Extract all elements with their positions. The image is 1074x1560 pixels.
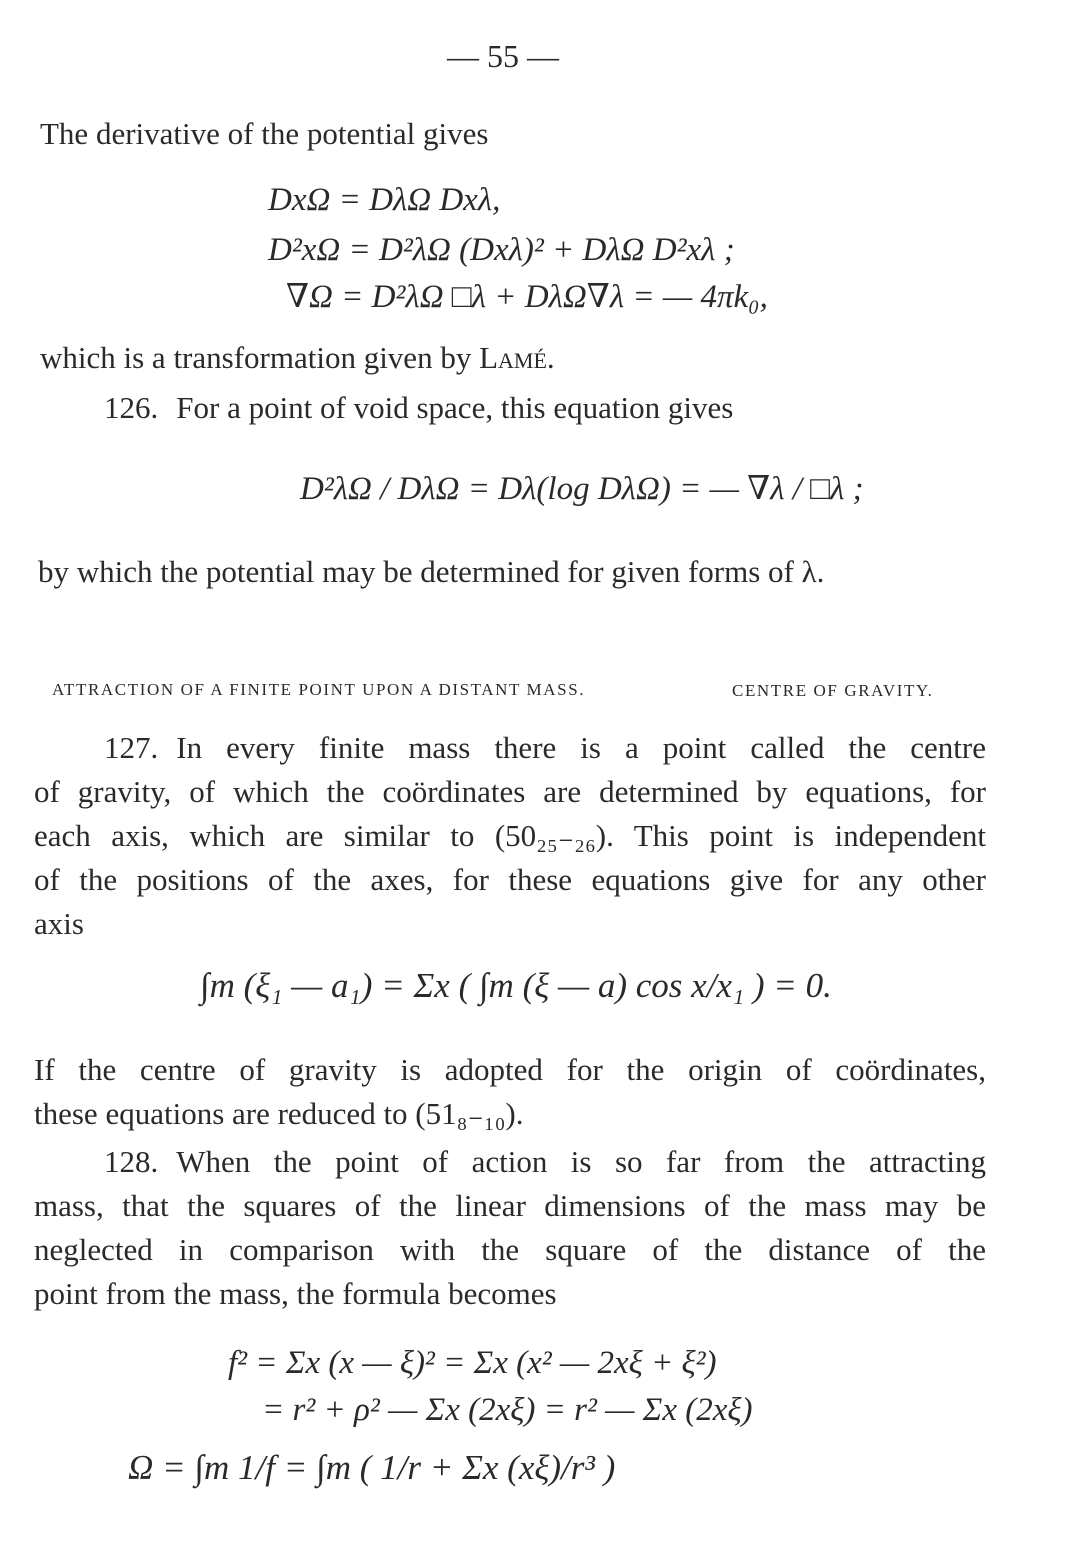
equation-128-line-1: f² = Σx (x — ξ)² = Σx (x² — 2xξ + ξ²) xyxy=(228,1345,717,1381)
paragraph-128-line-2: mass, that the squares of the linear dimensions of the mass may be xyxy=(34,1188,986,1223)
paragraph-127-line-2: of gravity, of which the coördinates are determined by equations, for xyxy=(34,774,986,809)
section-heading-left: ATTRACTION OF A FINITE POINT UPON A DISTANT MASS. xyxy=(52,680,586,699)
section-heading-right: CENTRE OF GRAVITY. xyxy=(732,681,934,700)
after-127-line-1: If the centre of gravity is adopted for the origin of coördinates, xyxy=(34,1052,986,1087)
paragraph-128-line-4: point from the mass, the formula becomes xyxy=(34,1276,557,1311)
paragraph-127-line-5: axis xyxy=(34,906,84,941)
after-127-line-2: these equations are reduced to (51₈₋₁₀). xyxy=(34,1096,524,1131)
paragraph-127 xyxy=(34,726,986,946)
paragraph-128-line-1 xyxy=(34,1140,986,1184)
author-name: Lamé. xyxy=(479,340,555,375)
intro-line: The derivative of the potential gives xyxy=(40,116,489,151)
equation-128-line-3: Ω = ∫m 1/f = ∫m ( 1/r + Σx (xξ)/r³ ) xyxy=(128,1448,616,1487)
paragraph-127-line-1 xyxy=(34,726,986,770)
equation-126: D²λΩ / DλΩ = Dλ(log DλΩ) = — ∇λ / □λ ; xyxy=(300,471,864,507)
lame-line-text: which is a transformation given by xyxy=(40,340,480,375)
paragraph-127-line-4: of the positions of the axes, for these equations give for any other xyxy=(34,862,986,897)
page-number: — 55 — xyxy=(447,38,559,74)
paragraph-text: In every finite mass there is a point called the centre xyxy=(176,730,986,765)
paragraph-number: 128. xyxy=(104,1144,159,1179)
equation-127: ∫m (ξ₁ — a₁) = Σx ( ∫m (ξ — a) cos x/x₁ ) = 0. xyxy=(200,966,832,1005)
equation-128-line-2: = r² + ρ² — Σx (2xξ) = r² — Σx (2xξ) xyxy=(262,1392,753,1428)
equation-line-1: DxΩ = DλΩ Dxλ, xyxy=(268,182,501,218)
lame-line xyxy=(40,336,555,380)
paragraph-127-line-3: each axis, which are similar to (50₂₅₋₂₆). This point is independent xyxy=(34,818,986,853)
paragraph-number: 127. xyxy=(104,730,159,765)
after-127-text xyxy=(34,1048,986,1136)
paragraph-number: 126. xyxy=(104,390,159,425)
paragraph-text: For a point of void space, this equation gives xyxy=(176,390,734,425)
equation-line-2: D²xΩ = D²λΩ (Dxλ)² + DλΩ D²xλ ; xyxy=(268,232,735,268)
paragraph-text: When the point of action is so far from the attracting xyxy=(176,1144,986,1179)
by-which-line: by which the potential may be determined for given forms of λ. xyxy=(38,554,825,589)
equation-line-3: ∇Ω = D²λΩ □λ + DλΩ∇λ = — 4πk₀, xyxy=(286,279,768,315)
paragraph-126 xyxy=(104,386,733,430)
paragraph-128 xyxy=(34,1140,986,1316)
paragraph-128-line-3: neglected in comparison with the square of the distance of the xyxy=(34,1232,986,1267)
